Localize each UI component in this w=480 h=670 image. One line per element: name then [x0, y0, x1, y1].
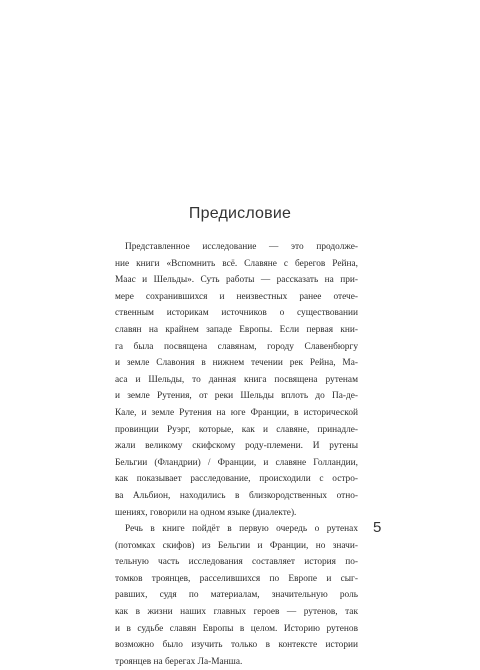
text-line: мере сохранившихся и неизвестных ранее отече- — [115, 291, 358, 302]
paragraph-1 — [115, 239, 358, 521]
text-line: славян на крайнем западе Европы. Если первая кни- — [115, 324, 358, 335]
text-line: и земле Рутения, от реки Шельды вплоть до Па-де- — [115, 391, 358, 402]
text-line: шениях, говорили на одном языке (диалекте). — [115, 507, 297, 518]
text-line: ственным историкам источников о существовании — [115, 308, 358, 319]
text-line: Кале, и земле Рутения на юге Франции, в исторической — [115, 407, 358, 418]
text-line: (потомках скифов) из Бельгии и Франции, но значи- — [115, 540, 358, 551]
text-line: тельную часть исследования составляет история по- — [115, 557, 358, 568]
text-line: Представленное исследование — это продолже- — [125, 242, 358, 252]
paragraph-2 — [115, 521, 358, 670]
text-line: провинции Руэрг, которые, как и славяне, принадле- — [115, 424, 358, 435]
text-line: троянцев на берегах Ла-Манша. — [115, 656, 243, 667]
page-number: 5 — [373, 519, 382, 536]
text-line: Речь в книге пойдёт в первую очередь о рутенах — [125, 524, 358, 535]
page-title: Предисловие — [188, 205, 292, 222]
text-line: возможно было изучить только в контексте истории — [115, 640, 358, 651]
text-line: ва Альбион, находились в близкородственных отно- — [115, 490, 358, 501]
text-line: равших, судя по материалам, значительную роль — [115, 590, 358, 601]
text-line: и земле Славония в нижнем течении рек Рейна, Ма- — [115, 358, 358, 369]
text-line: Маас и Шельды». Суть работы — рассказать на при- — [115, 275, 358, 286]
text-line: томков троянцев, расселившихся по Европе и сыг- — [115, 573, 358, 584]
text-line: жали великому скифскому роду-племени. И рутены — [115, 441, 358, 452]
text-line: га была посвящена славянам, городу Славенбюргу — [115, 341, 358, 352]
text-line: ние книги «Вспомнить всё. Славяне с берегов Рейна, — [115, 258, 358, 269]
text-line: как в жизни наших главных героев — рутенов, так — [115, 607, 358, 618]
text-line: как показывает расследование, происходили с остро- — [115, 474, 358, 485]
text-line: и в судьбе славян Европы в целом. Историю рутенов — [115, 623, 358, 634]
text-line: аса и Шельды, то данная книга посвящена рутенам — [115, 374, 358, 385]
text-line: Бельгии (Фландрии) / Франции, и славяне Голландии, — [115, 457, 358, 468]
preface-body — [115, 239, 358, 670]
